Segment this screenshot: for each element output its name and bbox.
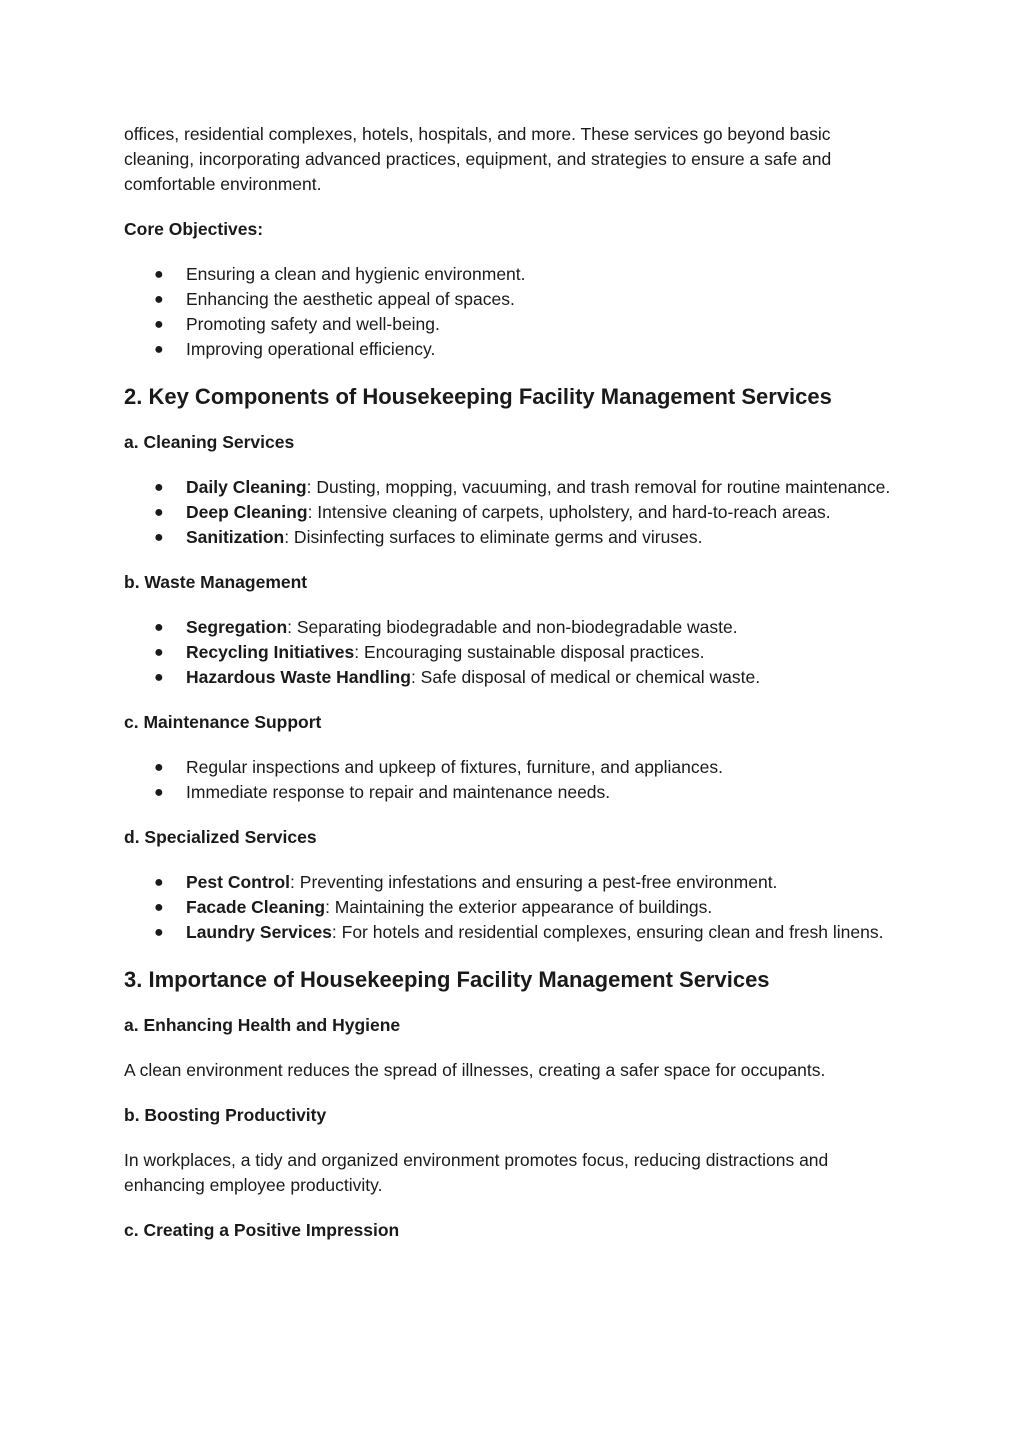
- list-item: ● Daily Cleaning: Dusting, mopping, vacuuming, and trash removal for routine maintenance.: [124, 475, 904, 500]
- bullet-icon: ●: [154, 266, 164, 283]
- item-term: Hazardous Waste Handling: [186, 667, 411, 687]
- bullet-icon: ●: [154, 504, 164, 521]
- bullet-icon: ●: [154, 479, 164, 496]
- list-item: ● Segregation: Separating biodegradable and non-biodegradable waste.: [124, 615, 904, 640]
- maintenance-support-list: [124, 755, 904, 805]
- list-item: ● Regular inspections and upkeep of fixtures, furniture, and appliances.: [124, 755, 904, 780]
- item-term: Sanitization: [186, 527, 285, 547]
- waste-management-list: [124, 615, 904, 690]
- subsection-productivity-title: b. Boosting Productivity: [124, 1105, 327, 1125]
- document-page: [124, 122, 904, 1263]
- list-item: ● Improving operational efficiency.: [124, 337, 904, 362]
- bullet-icon: ●: [154, 619, 164, 636]
- list-item: ● Ensuring a clean and hygienic environment.: [124, 262, 904, 287]
- productivity-paragraph: In workplaces, a tidy and organized environment promotes focus, reducing distractions and enhancing employee productivity.: [124, 1150, 829, 1195]
- bullet-icon: ●: [154, 784, 164, 801]
- subsection-specialized-title: d. Specialized Services: [124, 827, 317, 847]
- subsection-maintenance-title: c. Maintenance Support: [124, 712, 322, 732]
- item-term: Segregation: [186, 617, 288, 637]
- bullet-icon: ●: [154, 644, 164, 661]
- list-item: ● Laundry Services: For hotels and residential complexes, ensuring clean and fresh linens.: [124, 920, 904, 945]
- item-term: Daily Cleaning: [186, 477, 307, 497]
- list-item: ● Enhancing the aesthetic appeal of spaces.: [124, 287, 904, 312]
- item-term: Pest Control: [186, 872, 291, 892]
- subsection-waste-title: b. Waste Management: [124, 572, 308, 592]
- list-item: ● Pest Control: Preventing infestations and ensuring a pest-free environment.: [124, 870, 904, 895]
- bullet-icon: ●: [154, 316, 164, 333]
- bullet-icon: ●: [154, 341, 164, 358]
- bullet-icon: ●: [154, 669, 164, 686]
- item-term: Recycling Initiatives: [186, 642, 355, 662]
- item-term: Laundry Services: [186, 922, 332, 942]
- section-2-heading: 2. Key Components of Housekeeping Facility Management Services: [124, 384, 832, 409]
- bullet-icon: ●: [154, 874, 164, 891]
- bullet-icon: ●: [154, 924, 164, 941]
- core-objectives-label: Core Objectives:: [124, 219, 264, 239]
- bullet-icon: ●: [154, 529, 164, 546]
- specialized-services-list: [124, 870, 904, 945]
- list-item: ● Promoting safety and well-being.: [124, 312, 904, 337]
- cleaning-services-list: [124, 475, 904, 550]
- subsection-cleaning-title: a. Cleaning Services: [124, 432, 295, 452]
- health-paragraph: A clean environment reduces the spread of illnesses, creating a safer space for occupants.: [124, 1060, 826, 1080]
- subsection-health-title: a. Enhancing Health and Hygiene: [124, 1015, 401, 1035]
- list-item: ● Facade Cleaning: Maintaining the exterior appearance of buildings.: [124, 895, 904, 920]
- core-objectives-list: [124, 262, 904, 362]
- item-term: Facade Cleaning: [186, 897, 326, 917]
- list-item: ● Recycling Initiatives: Encouraging sustainable disposal practices.: [124, 640, 904, 665]
- subsection-impression-title: c. Creating a Positive Impression: [124, 1220, 400, 1240]
- list-item: ● Deep Cleaning: Intensive cleaning of carpets, upholstery, and hard-to-reach areas.: [124, 500, 904, 525]
- bullet-icon: ●: [154, 899, 164, 916]
- list-item: ● Hazardous Waste Handling: Safe disposal of medical or chemical waste.: [124, 665, 904, 690]
- list-item: ● Immediate response to repair and maintenance needs.: [124, 780, 904, 805]
- intro-paragraph: offices, residential complexes, hotels, hospitals, and more. These services go beyond basic cleaning, incorporating advanced practices, equipment, and strategies to ensure a safe and comfortable environment.: [124, 124, 832, 194]
- item-term: Deep Cleaning: [186, 502, 308, 522]
- section-3-heading: 3. Importance of Housekeeping Facility Management Services: [124, 967, 770, 992]
- bullet-icon: ●: [154, 759, 164, 776]
- bullet-icon: ●: [154, 291, 164, 308]
- list-item: ● Sanitization: Disinfecting surfaces to eliminate germs and viruses.: [124, 525, 904, 550]
